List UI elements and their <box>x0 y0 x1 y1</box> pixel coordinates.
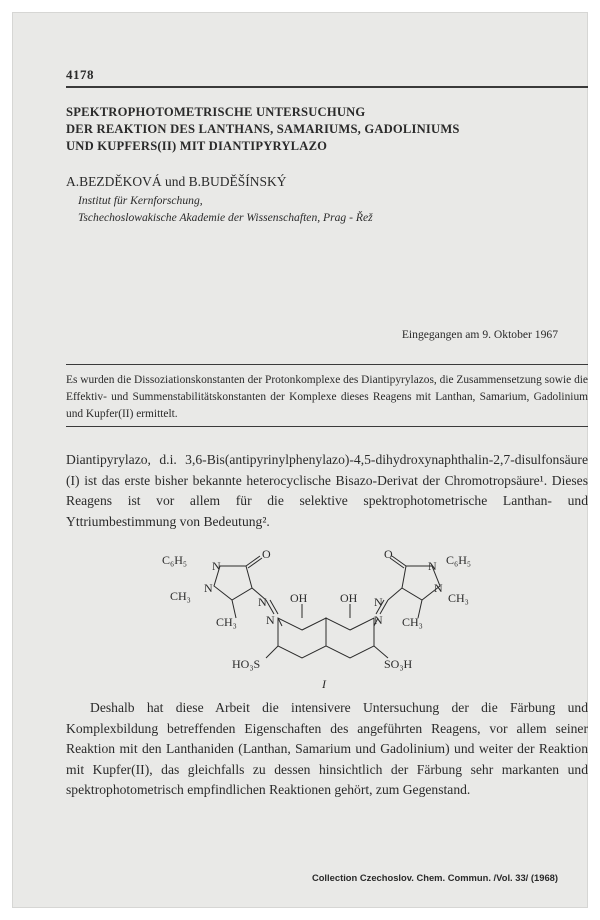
article-title <box>66 104 566 155</box>
title-line-1: SPEKTROPHOTOMETRISCHE UNTERSUCHUNG <box>66 105 366 119</box>
institute-line-2: Tschechoslowakische Akademie der Wissenschaften, Prag - Řež <box>78 211 373 224</box>
left-o-label: O <box>262 547 271 561</box>
title-line-3: UND KUPFERS(II) MIT DIANTIPYRYLAZO <box>66 139 328 153</box>
left-sulfo-label: HO₃S <box>232 657 261 671</box>
naphthalene-left-ring <box>278 618 326 658</box>
left-azo-n1-label: N <box>258 595 267 609</box>
chemical-structure <box>162 542 492 692</box>
header-rule <box>66 86 588 88</box>
institute-line-1: Institut für Kernforschung, <box>78 194 203 207</box>
right-o-label: O <box>384 547 393 561</box>
journal-page <box>12 12 588 908</box>
received-date: Eingegangen am 9. Oktober 1967 <box>401 328 558 341</box>
left-n1-label: N <box>212 559 221 573</box>
paragraph-purpose: Deshalb hat diese Arbeit die intensivere Untersuchung der die Färbung und Komplexbildung betreffenden Eigenschaften des angeführten Reagens, vor allem seiner Reaktion mit den Lanthaniden (Lanthan, Samarium und Gadolinium) und weiter der Reaktion mit Kupfer(II), das gleichfalls zu dessen hinsichtlich der Färbung sehr markanten und spektrophotometrisch empfindlichen Reaktionen gehört, zum Gegenstand. <box>66 700 588 797</box>
authors: A.BEZDĚKOVÁ und B.BUDĚŠÍNSKÝ <box>66 174 287 189</box>
paragraph-intro: Diantipyrylazo, d.i. 3,6-Bis(antipyrinylphenylazo)-4,5-dihydroxynaphthalin-2,7-disulfonsäure (I) ist das erste bisher bekannte heterocyclische Bisazo-Derivat der Chromotropsäure¹. Dieses Reagens ist vor allem für die selektive spektrophotometrische Lanthan- und Yttriumbestimmung von Bedeutung². <box>66 452 588 529</box>
right-azo-n1-label: N <box>374 595 383 609</box>
institute <box>78 192 373 226</box>
left-azo-n2-label: N <box>266 613 275 627</box>
right-phenyl-label: C₆H₅ <box>446 553 472 567</box>
right-oh-label: OH <box>340 591 358 605</box>
left-n2-label: N <box>204 581 213 595</box>
title-line-2: DER REAKTION DES LANTHANS, SAMARIUMS, GADOLINIUMS <box>66 122 460 136</box>
page-number: 4178 <box>66 67 94 82</box>
naphthalene-right-ring <box>326 618 374 658</box>
left-methyl-c-label: CH₃ <box>216 615 237 629</box>
journal-citation: Collection Czechoslov. Chem. Commun. /Vol. 33/ (1968) <box>311 872 558 883</box>
right-azo-n2-label: N <box>374 613 383 627</box>
right-sulfo-label: SO₃H <box>384 657 413 671</box>
left-oh-label: OH <box>290 591 308 605</box>
abstract: Es wurden die Dissoziationskonstanten der Protonkomplexe des Diantipyrylazos, die Zusammensetzung sowie die Effektiv- und Summenstabilitätskonstanten der Komplexe dieses Reagens mit Lanthan, Samarium, Gadolinium und Kupfer(II) ermittelt. <box>66 374 588 420</box>
right-n1-label: N <box>428 559 437 573</box>
compound-label: I <box>322 677 326 691</box>
right-methyl-n-label: CH₃ <box>448 591 469 605</box>
right-methyl-c-label: CH₃ <box>402 615 423 629</box>
abstract-bottom-rule <box>66 426 588 427</box>
abstract-top-rule <box>66 364 588 365</box>
right-n2-label: N <box>434 581 443 595</box>
left-phenyl-label: C₆H₅ <box>162 553 188 567</box>
left-methyl-n-label: CH₃ <box>170 589 191 603</box>
